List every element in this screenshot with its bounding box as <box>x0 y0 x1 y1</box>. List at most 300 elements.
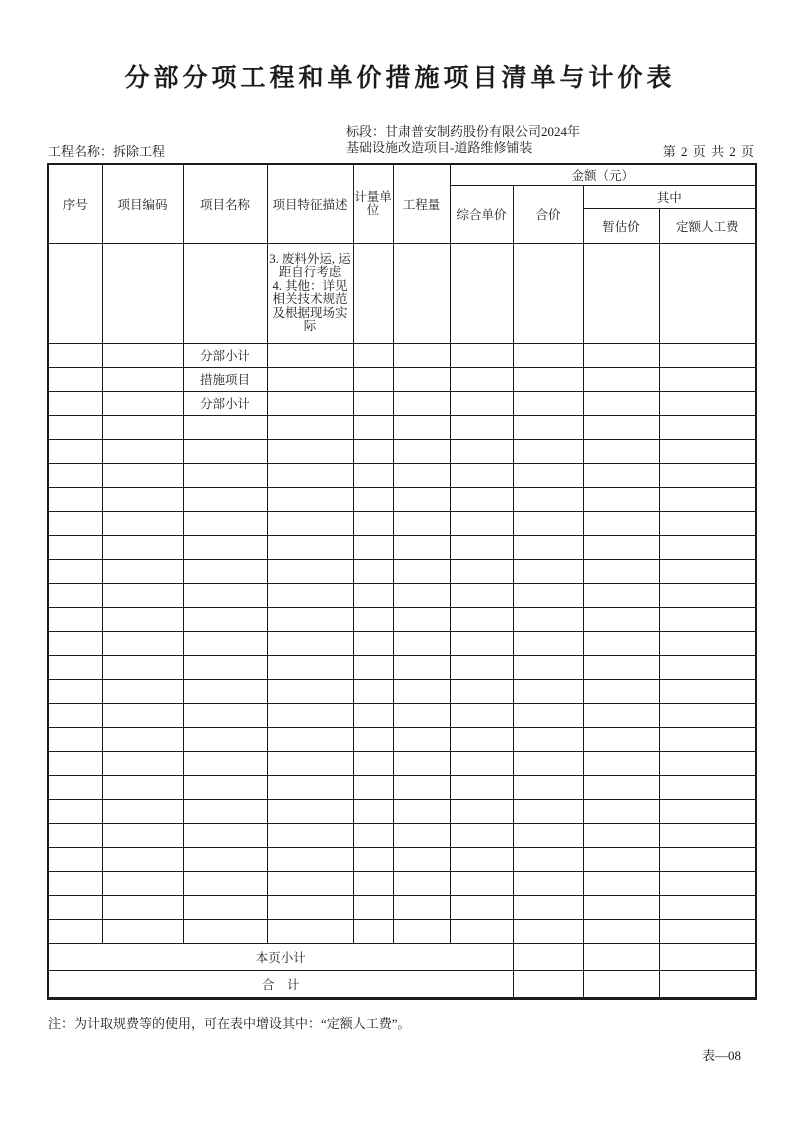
empty-cell <box>48 415 102 439</box>
empty-cell <box>393 847 450 871</box>
empty-cell <box>353 847 393 871</box>
header-seq-no: 序号 <box>48 164 102 243</box>
empty-cell <box>353 823 393 847</box>
empty-row <box>48 535 756 559</box>
empty-cell <box>450 799 513 823</box>
empty-cell <box>353 463 393 487</box>
empty-cell <box>513 391 583 415</box>
empty-cell <box>48 463 102 487</box>
empty-row <box>48 631 756 655</box>
empty-cell <box>267 799 353 823</box>
header-of-which: 其中 <box>583 185 756 208</box>
feature-line-2: 4. 其他：详见相关技术规范及根据现场实际 <box>272 278 348 333</box>
empty-cell <box>48 487 102 511</box>
empty-cell <box>102 487 183 511</box>
empty-cell <box>393 775 450 799</box>
empty-cell <box>583 895 659 919</box>
header-quota-labor-cost: 定额人工费 <box>659 208 756 243</box>
empty-cell <box>267 847 353 871</box>
empty-cell <box>267 655 353 679</box>
empty-cell <box>183 727 267 751</box>
empty-cell <box>583 243 659 343</box>
project-name-label: 工程名称：拆除工程 <box>48 144 166 159</box>
empty-cell <box>353 607 393 631</box>
empty-cell <box>450 751 513 775</box>
empty-cell <box>183 607 267 631</box>
empty-cell <box>583 847 659 871</box>
empty-cell <box>48 583 102 607</box>
empty-cell <box>102 631 183 655</box>
empty-cell <box>393 391 450 415</box>
empty-cell <box>48 607 102 631</box>
empty-cell <box>513 751 583 775</box>
empty-cell <box>48 631 102 655</box>
empty-cell <box>583 751 659 775</box>
empty-cell <box>583 463 659 487</box>
empty-cell <box>267 367 353 391</box>
empty-cell <box>183 775 267 799</box>
empty-row <box>48 583 756 607</box>
empty-cell <box>450 511 513 535</box>
empty-cell <box>659 415 756 439</box>
empty-cell <box>267 535 353 559</box>
empty-cell <box>450 823 513 847</box>
empty-cell <box>48 679 102 703</box>
empty-cell <box>513 943 583 970</box>
empty-cell <box>353 775 393 799</box>
empty-cell <box>102 655 183 679</box>
empty-cell <box>102 751 183 775</box>
empty-cell <box>513 487 583 511</box>
empty-cell <box>353 631 393 655</box>
empty-row <box>48 415 756 439</box>
empty-cell <box>48 799 102 823</box>
empty-cell <box>353 583 393 607</box>
empty-cell <box>183 703 267 727</box>
empty-cell <box>183 871 267 895</box>
empty-cell <box>267 703 353 727</box>
form-code: 表—08 <box>701 1048 741 1063</box>
empty-cell <box>659 679 756 703</box>
empty-cell <box>102 847 183 871</box>
empty-cell <box>48 751 102 775</box>
empty-cell <box>393 439 450 463</box>
empty-row <box>48 727 756 751</box>
empty-row <box>48 823 756 847</box>
empty-cell <box>393 607 450 631</box>
empty-cell <box>48 343 102 367</box>
empty-cell <box>267 895 353 919</box>
empty-cell <box>183 583 267 607</box>
empty-cell <box>48 775 102 799</box>
empty-cell <box>513 799 583 823</box>
empty-cell <box>267 607 353 631</box>
empty-cell <box>583 439 659 463</box>
empty-cell <box>450 679 513 703</box>
empty-cell <box>659 751 756 775</box>
empty-cell <box>393 703 450 727</box>
label-cell: 措施项目 <box>183 367 267 391</box>
empty-cell <box>513 823 583 847</box>
empty-cell <box>183 487 267 511</box>
empty-cell <box>450 243 513 343</box>
empty-cell <box>450 703 513 727</box>
empty-cell <box>583 511 659 535</box>
empty-cell <box>659 895 756 919</box>
empty-cell <box>583 943 659 970</box>
empty-row <box>48 703 756 727</box>
empty-cell <box>513 679 583 703</box>
feature-description-cell <box>267 243 353 343</box>
empty-cell <box>102 463 183 487</box>
empty-cell <box>659 535 756 559</box>
empty-cell <box>102 243 183 343</box>
empty-row <box>48 919 756 943</box>
feature-line-1: 3. 废料外运, 运距自行考虑 <box>269 251 351 279</box>
empty-cell <box>48 559 102 583</box>
empty-cell <box>513 511 583 535</box>
header-item-name: 项目名称 <box>183 164 267 243</box>
empty-row <box>48 679 756 703</box>
empty-cell <box>513 703 583 727</box>
empty-cell <box>450 727 513 751</box>
page-subtotal-label: 本页小计 <box>48 943 513 970</box>
empty-cell <box>450 391 513 415</box>
empty-cell <box>48 367 102 391</box>
empty-cell <box>102 583 183 607</box>
empty-cell <box>583 970 659 998</box>
empty-row <box>48 511 756 535</box>
empty-cell <box>513 871 583 895</box>
empty-cell <box>583 391 659 415</box>
empty-cell <box>267 871 353 895</box>
grand-total-label: 合 计 <box>48 970 513 998</box>
empty-cell <box>393 655 450 679</box>
empty-cell <box>450 487 513 511</box>
empty-cell <box>583 679 659 703</box>
empty-row <box>48 775 756 799</box>
empty-cell <box>393 751 450 775</box>
empty-cell <box>48 919 102 943</box>
header-amount-group: 金额（元） <box>450 164 756 185</box>
empty-cell <box>183 919 267 943</box>
empty-cell <box>393 919 450 943</box>
empty-cell <box>393 799 450 823</box>
empty-cell <box>48 727 102 751</box>
empty-cell <box>393 511 450 535</box>
empty-cell <box>353 703 393 727</box>
empty-cell <box>583 367 659 391</box>
empty-cell <box>48 847 102 871</box>
empty-cell <box>183 655 267 679</box>
empty-cell <box>353 871 393 895</box>
section-info-line2: 基础设施改造项目-道路维修铺装 <box>346 139 533 155</box>
empty-cell <box>353 799 393 823</box>
empty-cell <box>102 679 183 703</box>
empty-row <box>48 847 756 871</box>
empty-cell <box>450 535 513 559</box>
table-footer <box>48 943 756 998</box>
empty-cell <box>450 559 513 583</box>
empty-cell <box>659 871 756 895</box>
empty-cell <box>659 583 756 607</box>
empty-cell <box>659 847 756 871</box>
empty-cell <box>393 583 450 607</box>
empty-cell <box>353 679 393 703</box>
empty-cell <box>450 655 513 679</box>
empty-cell <box>48 391 102 415</box>
subtotal-label-row <box>48 343 756 367</box>
empty-cell <box>353 243 393 343</box>
empty-cell <box>659 823 756 847</box>
empty-cell <box>583 607 659 631</box>
empty-cell <box>102 727 183 751</box>
empty-cell <box>353 751 393 775</box>
feature-row <box>48 243 756 343</box>
empty-cell <box>659 607 756 631</box>
empty-row <box>48 607 756 631</box>
empty-cell <box>583 559 659 583</box>
empty-row <box>48 799 756 823</box>
header-provisional-price: 暂估价 <box>583 208 659 243</box>
empty-cell <box>267 919 353 943</box>
empty-cell <box>183 463 267 487</box>
table-body <box>48 243 756 415</box>
header-quantity: 工程量 <box>393 164 450 243</box>
pricing-table <box>47 163 757 1000</box>
empty-cell <box>393 727 450 751</box>
empty-cell <box>183 823 267 847</box>
empty-cell <box>267 343 353 367</box>
empty-cell <box>513 463 583 487</box>
empty-cell <box>659 703 756 727</box>
empty-cell <box>450 439 513 463</box>
empty-cell <box>353 439 393 463</box>
empty-cell <box>513 727 583 751</box>
empty-cell <box>513 535 583 559</box>
empty-cell <box>513 583 583 607</box>
empty-cell <box>393 823 450 847</box>
empty-cell <box>102 415 183 439</box>
empty-cell <box>450 607 513 631</box>
empty-cell <box>659 367 756 391</box>
empty-cell <box>353 487 393 511</box>
empty-cell <box>353 535 393 559</box>
empty-cell <box>659 463 756 487</box>
empty-cell <box>583 343 659 367</box>
header-item-features: 项目特征描述 <box>267 164 353 243</box>
empty-cell <box>450 847 513 871</box>
empty-cell <box>267 631 353 655</box>
empty-cell <box>267 463 353 487</box>
empty-cell <box>353 919 393 943</box>
empty-cell <box>583 871 659 895</box>
empty-cell <box>267 775 353 799</box>
empty-cell <box>450 463 513 487</box>
empty-cell <box>48 703 102 727</box>
empty-row <box>48 871 756 895</box>
empty-cell <box>102 391 183 415</box>
empty-cell <box>183 439 267 463</box>
empty-cell <box>583 535 659 559</box>
empty-cell <box>183 415 267 439</box>
header-comprehensive-unit-price: 综合单价 <box>450 185 513 243</box>
empty-cell <box>102 559 183 583</box>
empty-cell <box>393 895 450 919</box>
empty-cell <box>583 775 659 799</box>
empty-cell <box>659 775 756 799</box>
measure-items-row <box>48 367 756 391</box>
empty-row <box>48 751 756 775</box>
empty-cell <box>659 970 756 998</box>
empty-cell <box>659 919 756 943</box>
empty-cell <box>583 631 659 655</box>
empty-cell <box>583 583 659 607</box>
empty-cell <box>393 415 450 439</box>
empty-cell <box>513 243 583 343</box>
empty-cell <box>267 823 353 847</box>
empty-cell <box>450 895 513 919</box>
empty-cell <box>267 679 353 703</box>
empty-cell <box>393 343 450 367</box>
empty-cell <box>353 895 393 919</box>
empty-cell <box>393 487 450 511</box>
empty-cell <box>513 970 583 998</box>
empty-cell <box>183 243 267 343</box>
empty-rows <box>48 415 756 943</box>
empty-cell <box>267 751 353 775</box>
label-cell: 分部小计 <box>183 343 267 367</box>
empty-cell <box>450 919 513 943</box>
empty-cell <box>513 895 583 919</box>
empty-cell <box>659 343 756 367</box>
empty-cell <box>513 631 583 655</box>
empty-cell <box>513 343 583 367</box>
empty-cell <box>102 895 183 919</box>
page-subtotal-row <box>48 943 756 970</box>
empty-cell <box>353 367 393 391</box>
empty-cell <box>513 775 583 799</box>
empty-cell <box>659 487 756 511</box>
empty-cell <box>183 751 267 775</box>
empty-cell <box>183 535 267 559</box>
page-indicator: 第 2 页 共 2 页 <box>662 144 755 159</box>
empty-cell <box>450 775 513 799</box>
empty-cell <box>393 631 450 655</box>
empty-cell <box>48 823 102 847</box>
empty-cell <box>48 243 102 343</box>
header-row-1 <box>48 164 756 185</box>
empty-cell <box>102 367 183 391</box>
empty-cell <box>659 655 756 679</box>
empty-cell <box>513 439 583 463</box>
empty-cell <box>450 367 513 391</box>
empty-cell <box>353 391 393 415</box>
empty-cell <box>267 511 353 535</box>
empty-cell <box>48 439 102 463</box>
empty-cell <box>583 919 659 943</box>
empty-cell <box>102 919 183 943</box>
empty-cell <box>102 775 183 799</box>
empty-cell <box>393 679 450 703</box>
empty-cell <box>48 895 102 919</box>
empty-cell <box>659 243 756 343</box>
empty-cell <box>48 535 102 559</box>
empty-cell <box>513 655 583 679</box>
header-item-code: 项目编码 <box>102 164 183 243</box>
empty-cell <box>267 415 353 439</box>
empty-cell <box>183 895 267 919</box>
empty-cell <box>102 703 183 727</box>
empty-cell <box>659 511 756 535</box>
empty-cell <box>513 847 583 871</box>
empty-cell <box>353 415 393 439</box>
empty-cell <box>583 655 659 679</box>
empty-cell <box>102 535 183 559</box>
empty-cell <box>393 367 450 391</box>
empty-cell <box>450 871 513 895</box>
empty-cell <box>183 511 267 535</box>
empty-cell <box>183 631 267 655</box>
empty-cell <box>102 511 183 535</box>
empty-cell <box>183 799 267 823</box>
empty-cell <box>183 559 267 583</box>
empty-cell <box>267 439 353 463</box>
empty-cell <box>513 367 583 391</box>
empty-cell <box>48 655 102 679</box>
footnote: 注：为计取规费等的使用，可在表中增设其中：“定额人工费”。 <box>48 1016 411 1031</box>
empty-cell <box>659 727 756 751</box>
empty-cell <box>583 415 659 439</box>
label-cell: 分部小计 <box>183 391 267 415</box>
empty-cell <box>393 243 450 343</box>
header-unit: 计量单位 <box>353 164 393 243</box>
empty-cell <box>102 343 183 367</box>
empty-cell <box>393 871 450 895</box>
empty-cell <box>183 679 267 703</box>
empty-cell <box>102 823 183 847</box>
empty-cell <box>583 799 659 823</box>
empty-cell <box>450 415 513 439</box>
empty-row <box>48 895 756 919</box>
empty-cell <box>659 439 756 463</box>
empty-cell <box>659 799 756 823</box>
empty-cell <box>353 655 393 679</box>
empty-cell <box>583 823 659 847</box>
table-header <box>48 164 756 243</box>
subtotal-label-row <box>48 391 756 415</box>
empty-cell <box>393 535 450 559</box>
header-total-price: 合价 <box>513 185 583 243</box>
empty-cell <box>450 343 513 367</box>
empty-cell <box>353 559 393 583</box>
empty-cell <box>267 391 353 415</box>
empty-cell <box>267 559 353 583</box>
section-info <box>346 124 580 155</box>
section-info-line1: 标段：甘肃普安制药股份有限公司2024年 <box>346 124 581 139</box>
empty-row <box>48 559 756 583</box>
empty-cell <box>353 511 393 535</box>
page-title: 分部分项工程和单价措施项目清单与计价表 <box>124 65 676 92</box>
empty-cell <box>583 727 659 751</box>
empty-row <box>48 439 756 463</box>
empty-cell <box>583 703 659 727</box>
empty-cell <box>659 943 756 970</box>
empty-cell <box>659 559 756 583</box>
empty-cell <box>353 727 393 751</box>
empty-cell <box>267 487 353 511</box>
empty-cell <box>48 871 102 895</box>
